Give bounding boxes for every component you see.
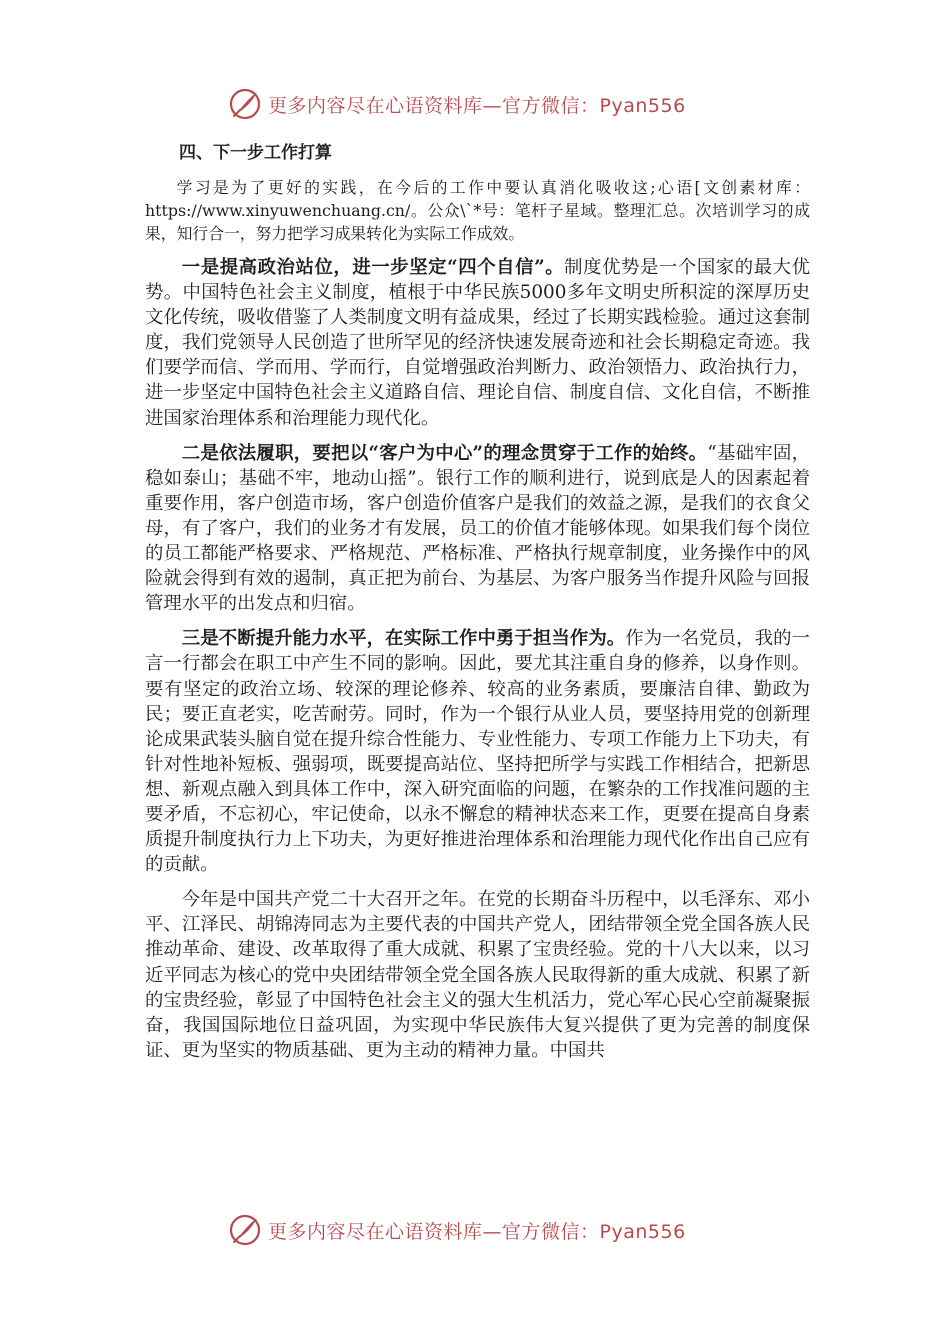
document-body [145,140,810,1073]
paragraph-lead: 三是不断提升能力水平，在实际工作中勇于担当作为。 [181,628,626,650]
paragraph [145,255,810,431]
paragraph-body: 今年是中国共产党二十大召开之年。在党的长期奋斗历程中，以毛泽东、邓小平、江泽民、胡锦涛同志为主要代表的中国共产党人，团结带领全党全国各族人民推动革命、建设、改革取得了重大成就、积累了宝贵经验。党的十八大以来，以习近平同志为核心的党中央团结带领全党全国各族人民取得新的重大成就、积累了新的宝贵经验，彰显了中国特色社会主义的强大生机活力，党心军心民心空前凝聚振奋，我国国际地位日益巩固，为实现中华民族伟大复兴提供了更为完善的制度保证、更为坚实的物质基础、更为主动的精神力量。中国共 [145,889,810,1061]
footer-watermark [228,1210,686,1250]
paragraph [145,626,810,877]
paragraph-body: 作为一名党员，我的一言一行都会在职工中产生不同的影响。因此，要尤其注重自身的修养，以身作则。要有坚定的政治立场、较深的理论修养、较高的业务素质，要廉洁自律、勤政为民；要正直老实，吃苦耐劳。同时，作为一个银行从业人员，要坚持用党的创新理论成果武装头脑自觉在提升综合性能力、专业性能力、专项工作能力上下功夫，有针对性地补短板、强弱项，既要提高站位、坚持把所学与实践工作相结合，把新思想、新观点融入到具体工作中，深入研究面临的问题，在繁杂的工作找准问题的主要矛盾，不忘初心，牢记使命，以永不懈怠的精神状态来工作，更要在提高自身素质提升制度执行力上下功夫，为更好推进治理体系和治理能力现代化作出自己应有的贡献。 [145,628,810,876]
paragraph [145,441,810,617]
paragraph [145,887,810,1063]
quill-logo-icon [228,1213,262,1247]
section-heading: 四、下一步工作打算 [179,143,332,163]
watermark-text: 更多内容尽在心语资料库—官方微信：Pyan556 [268,1220,686,1243]
paragraph-body: 学习是为了更好的实践，在今后的工作中要认真消化吸收这;心语[文创素材库：https://www.xinyuwenchuang.cn/。公众\`*号：笔杆子星域。整理汇总。次培训学习的成果，知行合一，努力把学习成果转化为实际工作成效。 [145,178,810,243]
paragraph [145,176,810,245]
paragraph-lead: 二是依法履职，要把以“客户为中心”的理念贯穿于工作的始终。 [181,442,708,464]
watermark-text: 更多内容尽在心语资料库—官方微信：Pyan556 [268,94,686,117]
paragraph-lead: 一是提高政治站位，进一步坚定“四个自信”。 [181,257,565,278]
paragraph-body: 制度优势是一个国家的最大优势。中国特色社会主义制度，植根于中华民族5000多年文明史所积淀的深厚历史文化传统，吸收借鉴了人类制度文明有益成果，经过了长期实践检验。通过这套制度，我们党领导人民创造了世所罕见的经济快速发展奇迹和社会长期稳定奇迹。我们要学而信、学而用、学而行，自觉增强政治判断力、政治领悟力、政治执行力，进一步坚定中国特色社会主义道路自信、理论自信、制度自信、文化自信，不断推进国家治理体系和治理能力现代化。 [145,257,810,429]
quill-logo-icon [228,87,262,121]
header-watermark [228,84,686,124]
paragraph-body: “基础牢固，稳如泰山；基础不牢，地动山摇”。银行工作的顺利进行，说到底是人的因素起着重要作用，客户创造市场，客户创造价值客户是我们的效益之源，是我们的衣食父母，有了客户，我们的业务才有发展，员工的价值才能够体现。如果我们每个岗位的员工都能严格要求、严格规范、严格标准、严格执行规章制度，业务操作中的风险就会得到有效的遏制，真正把为前台、为基层、为客户服务当作提升风险与回报管理水平的出发点和归宿。 [145,442,810,615]
